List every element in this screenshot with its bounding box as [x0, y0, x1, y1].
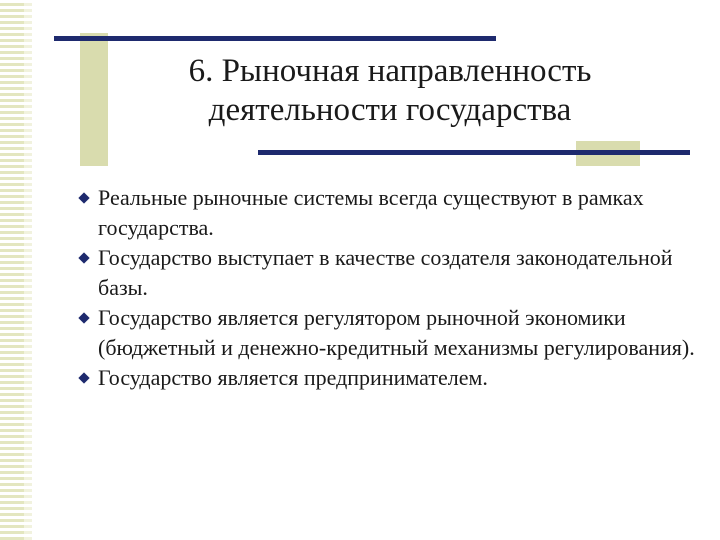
- decorative-striped-margin-fade: [24, 0, 32, 540]
- slide-title-line-2: деятельности государства: [208, 92, 572, 128]
- bullet-item: [78, 243, 698, 303]
- diamond-bullet-icon: [78, 192, 89, 203]
- bullet-list: [78, 183, 698, 393]
- bullet-text: Реальные рыночные системы всегда существуют в рамках государства.: [98, 185, 644, 240]
- bullet-text: Государство является регулятором рыночной экономики (бюджетный и денежно-кредитный механизмы регулирования).: [98, 305, 695, 360]
- bullet-text: Государство является предпринимателем.: [98, 365, 488, 390]
- slide-title-line-1: 6. Рыночная направленность: [188, 53, 592, 89]
- diamond-bullet-icon: [78, 312, 89, 323]
- decorative-bottom-line: [258, 150, 690, 155]
- slide-title: [120, 52, 660, 130]
- bullet-item: [78, 183, 698, 243]
- bullet-item: [78, 363, 698, 393]
- decorative-olive-block-left: [80, 33, 108, 166]
- bullet-text: Государство выступает в качестве создателя законодательной базы.: [98, 245, 673, 300]
- diamond-bullet-icon: [78, 252, 89, 263]
- bullet-item: [78, 303, 698, 363]
- decorative-top-line: [54, 36, 496, 41]
- diamond-bullet-icon: [78, 372, 89, 383]
- decorative-striped-margin: [0, 0, 24, 540]
